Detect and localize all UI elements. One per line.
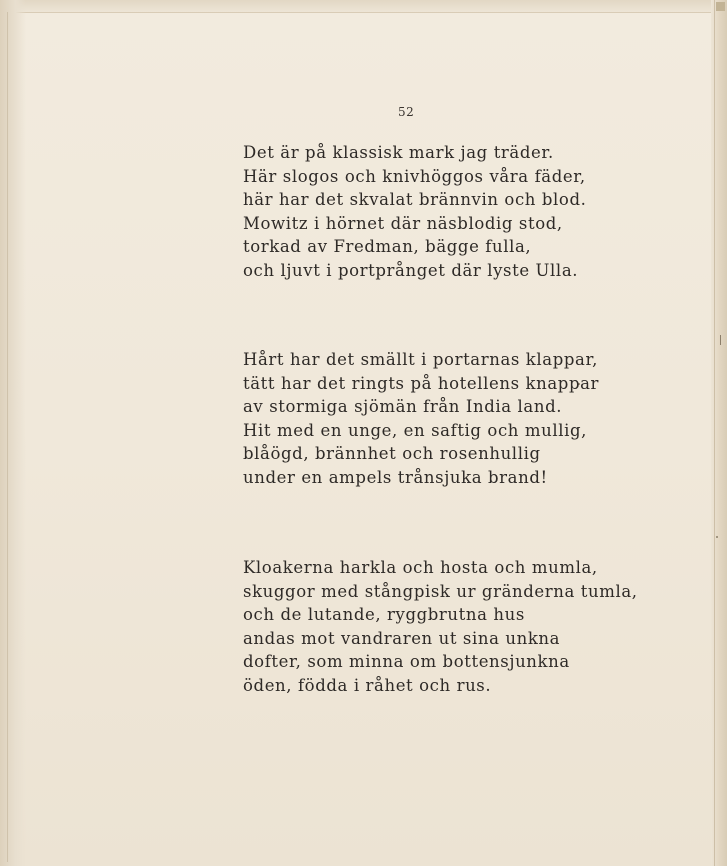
poem-line: andas mot vandraren ut sina unkna	[243, 628, 561, 648]
page-gutter	[0, 0, 26, 866]
poem-line: och de lutande, ryggbrutna hus	[243, 605, 525, 624]
stanza	[243, 141, 586, 282]
poem-line: tätt har det ringts på hotellens knappar	[243, 373, 600, 393]
poem-line: och ljuvt i portprånget där lyste Ulla.	[243, 260, 579, 280]
corner-mark	[716, 2, 725, 11]
stanza	[243, 348, 599, 489]
paper-speck	[716, 536, 718, 538]
poem-line: Kloakerna harkla och hosta och mumla,	[243, 558, 598, 577]
poem-line: Hårt har det smällt i portarnas klappar,	[243, 350, 598, 369]
stanza	[243, 556, 638, 697]
page-stack-line	[714, 0, 715, 866]
gutter-line	[7, 12, 8, 862]
poem-line: blåögd, brännhet och rosenhullig	[243, 444, 541, 463]
poem-line: torkad av Fredman, bägge fulla,	[243, 237, 532, 256]
poem-line: Det är på klassisk mark jag träder.	[243, 143, 554, 162]
poem-line: här har det skvalat brännvin och blod.	[243, 190, 587, 209]
poem-line: öden, födda i råhet och rus.	[243, 675, 492, 695]
poem-line: skuggor med stångpisk ur gränderna tumla,	[243, 581, 638, 601]
page-number: 52	[398, 105, 415, 119]
poem-line: Mowitz i hörnet där näsblodig stod,	[243, 213, 563, 233]
poem-line: av stormiga sjömän från India land.	[243, 397, 563, 416]
poem-line: Här slogos och knivhöggos våra fäder,	[243, 166, 586, 186]
poem-line: dofter, som minna om bottensjunkna	[243, 652, 570, 671]
poem-line: under en ampels trånsjuka brand!	[243, 467, 548, 487]
page-top-edge	[0, 0, 727, 13]
poem-line: Hit med en unge, en saftig och mullig,	[243, 420, 587, 440]
paper-speck	[720, 335, 721, 345]
